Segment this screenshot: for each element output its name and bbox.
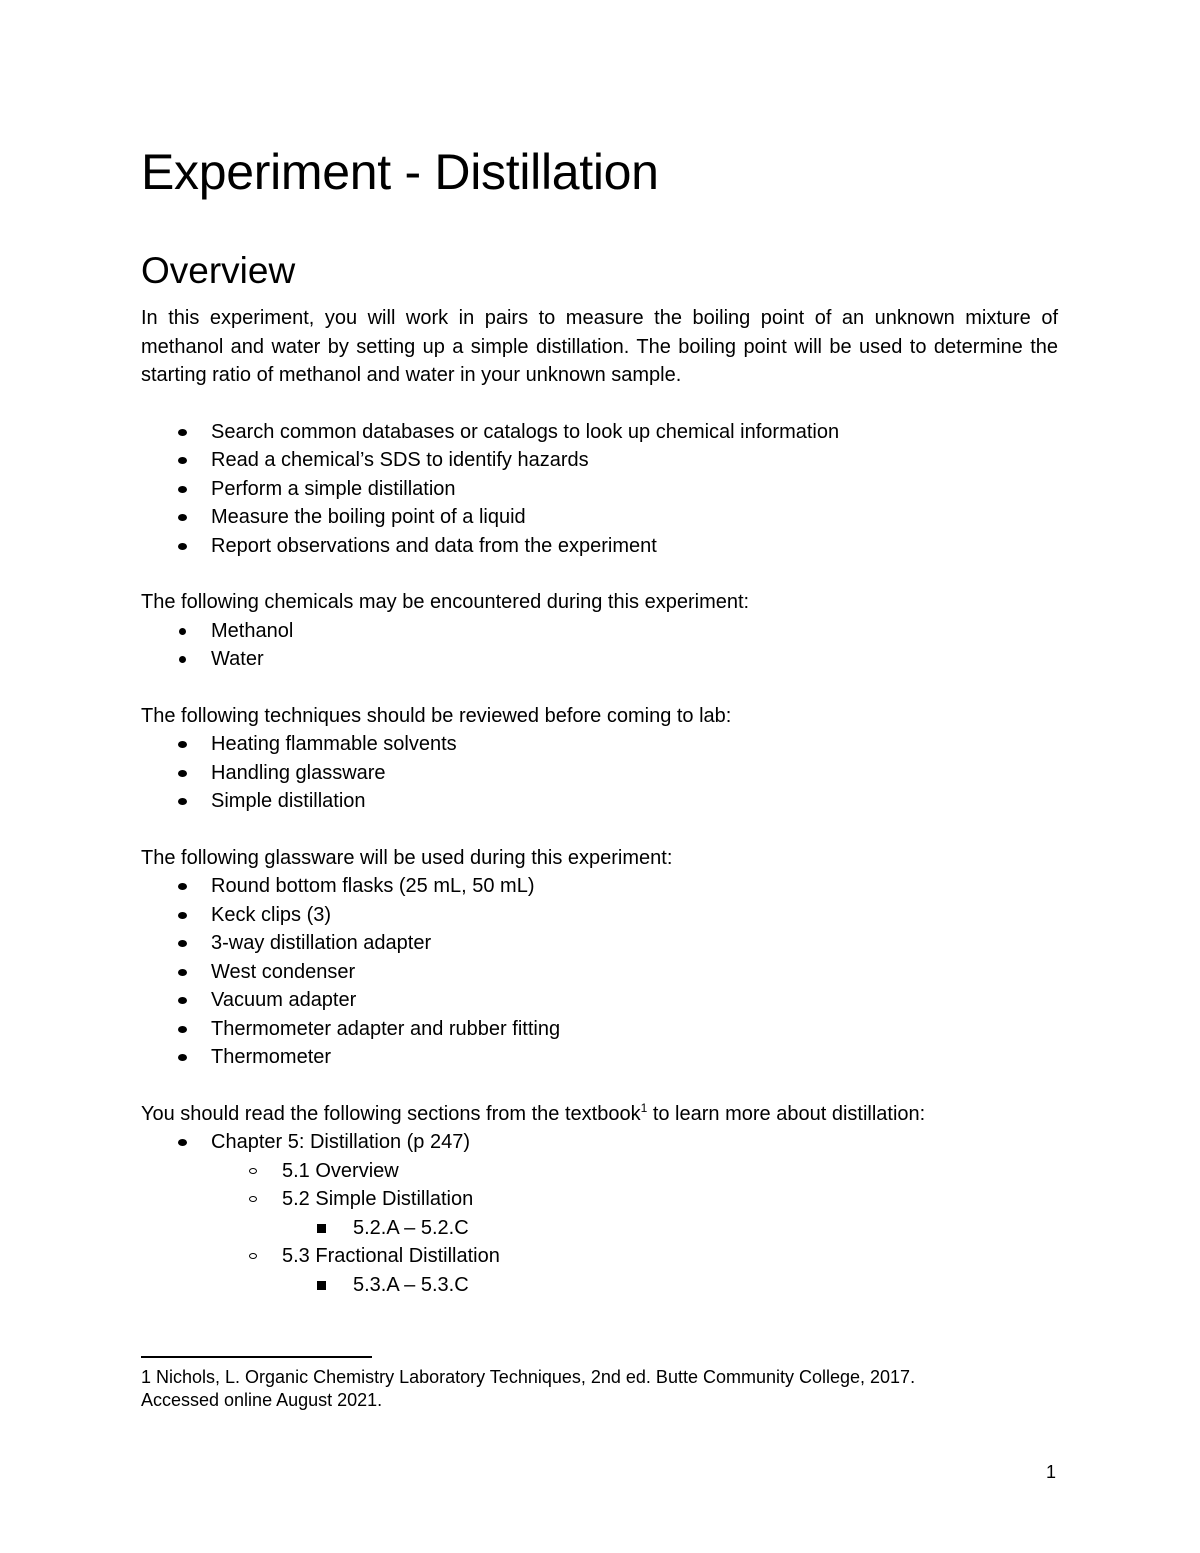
list-item: Keck clips (3) xyxy=(141,901,1058,930)
reading-lead: You should read the following sections from the textbook$^1$ to learn more about distillation: xyxy=(141,1100,926,1125)
bullet-icon xyxy=(178,798,187,805)
reading-subsublist xyxy=(141,1214,1058,1243)
reading-list xyxy=(141,1128,1058,1157)
reading-sublist xyxy=(141,1157,1058,1214)
reading-sublist xyxy=(141,1242,1058,1271)
bullet-icon xyxy=(178,1026,187,1033)
list-item: 5.2.A – 5.2.C xyxy=(141,1214,1058,1243)
bullet-icon xyxy=(178,912,187,919)
footnote-divider xyxy=(141,1356,372,1358)
page-content xyxy=(141,140,1058,1299)
reading-subsublist xyxy=(141,1271,1058,1300)
list-item: Handling glassware xyxy=(141,759,1058,788)
list-item: Read a chemical’s SDS to identify hazards xyxy=(141,446,1058,475)
list-item: Measure the boiling point of a liquid xyxy=(141,503,1058,532)
list-item: Simple distillation xyxy=(141,787,1058,816)
hollow-bullet-icon xyxy=(249,1168,257,1174)
list-item: West condenser xyxy=(141,958,1058,987)
list-item: Search common databases or catalogs to look up chemical information xyxy=(141,418,1058,447)
overview-heading: Overview xyxy=(141,250,296,291)
objectives-list xyxy=(141,418,1058,561)
bullet-icon xyxy=(179,656,186,663)
list-item: Report observations and data from the experiment xyxy=(141,532,1058,561)
glassware-list xyxy=(141,872,1058,1072)
chemicals-block xyxy=(141,588,1058,674)
list-item: 5.3.A – 5.3.C xyxy=(141,1271,1058,1300)
list-item: Water xyxy=(141,645,1058,674)
list-item: 5.1 Overview xyxy=(141,1157,1058,1186)
footnote-reference[interactable]: 1 xyxy=(640,1100,648,1115)
list-item: Vacuum adapter xyxy=(141,986,1058,1015)
bullet-icon xyxy=(178,1054,187,1061)
list-item: Chapter 5: Distillation (p 247) xyxy=(141,1128,1058,1157)
bullet-icon xyxy=(179,628,186,635)
reading-block xyxy=(141,1100,1058,1300)
bullet-icon xyxy=(178,429,187,436)
chemicals-list xyxy=(141,617,1058,674)
bullet-icon xyxy=(178,543,187,550)
bullet-icon xyxy=(178,486,187,493)
techniques-block xyxy=(141,702,1058,816)
list-item: Perform a simple distillation xyxy=(141,475,1058,504)
bullet-icon xyxy=(178,457,187,464)
bullet-icon xyxy=(178,997,187,1004)
chemicals-lead: The following chemicals may be encountered during this experiment: xyxy=(141,591,750,613)
list-item: 3-way distillation adapter xyxy=(141,929,1058,958)
bullet-icon xyxy=(178,514,187,521)
list-item: Methanol xyxy=(141,617,1058,646)
hollow-bullet-icon xyxy=(249,1253,257,1259)
page-number: 1 xyxy=(1046,1462,1057,1482)
techniques-lead: The following techniques should be reviewed before coming to lab: xyxy=(141,704,732,727)
bullet-icon xyxy=(178,1139,187,1146)
overview-paragraph: In this experiment, you will work in pairs to measure the boiling point of an unknown mixture of methanol and water by setting up a simple distillation. The boiling point will be used to determine the starting ratio of methanol and water in your unknown sample. xyxy=(141,307,1058,386)
list-item: Thermometer adapter and rubber fitting xyxy=(141,1015,1058,1044)
document-title: Experiment - Distillation xyxy=(141,144,659,200)
square-bullet-icon xyxy=(317,1224,326,1233)
list-item: 5.3 Fractional Distillation xyxy=(141,1242,1058,1271)
list-item: Heating flammable solvents xyxy=(141,730,1058,759)
list-item: 5.2 Simple Distillation xyxy=(141,1185,1058,1214)
techniques-list xyxy=(141,730,1058,816)
bullet-icon xyxy=(178,741,187,748)
square-bullet-icon xyxy=(317,1281,326,1290)
objectives-block xyxy=(141,418,1058,561)
glassware-lead: The following glassware will be used during this experiment: xyxy=(141,846,673,869)
glassware-block xyxy=(141,844,1058,1072)
list-item: Round bottom flasks (25 mL, 50 mL) xyxy=(141,872,1058,901)
bullet-icon xyxy=(178,770,187,777)
list-item: Thermometer xyxy=(141,1043,1058,1072)
bullet-icon xyxy=(178,969,187,976)
hollow-bullet-icon xyxy=(249,1196,257,1202)
footnote: 1 Nichols, L. Organic Chemistry Laboratory Techniques, 2nd ed. Butte Community College, 2017. Accessed online August 2021. xyxy=(141,1367,916,1410)
bullet-icon xyxy=(178,883,187,890)
bullet-icon xyxy=(178,940,187,947)
